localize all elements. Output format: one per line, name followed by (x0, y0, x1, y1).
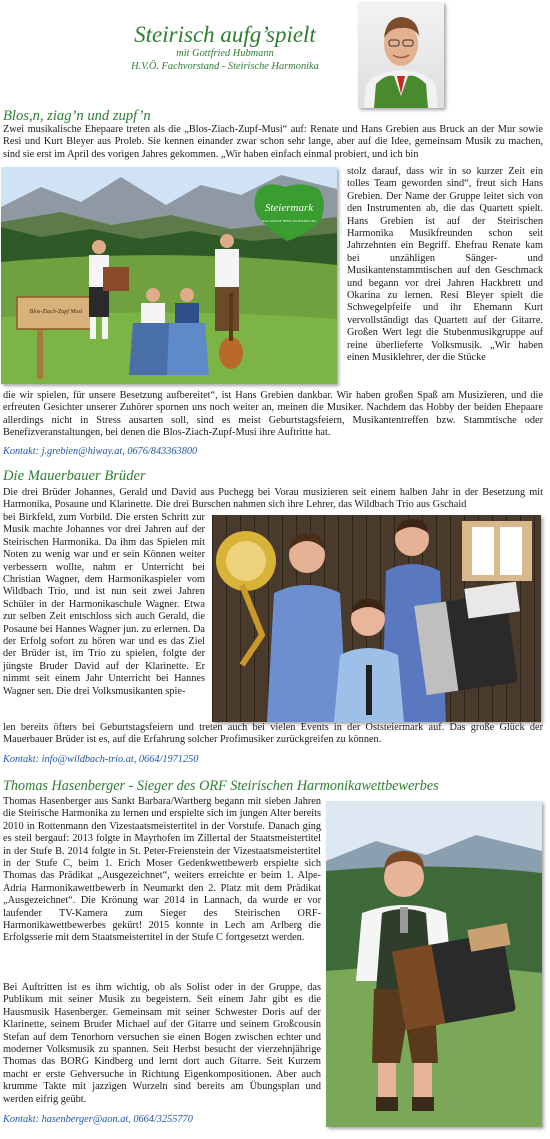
group-photo-blos-ziach-zupf-musi (1, 167, 337, 384)
section1-side-text: stolz darauf, dass wir in so kurzer Zeit ein tolles Team geworden sind“, freut sich Hans Grebien. Der Name der Gruppe leitet sich von den Instrumenten ab, die das Quartett spielt. Hans Grebien ist auf der Steirischen Harmonika Musikfreunden schon seit Jahrzehnten ein Begriff. Ehefrau Renate kam bei unzähligen Sänger- und Musikantenstammtischen auf den Geschmack und begann vor drei Jahren Hackbrett und Okarina zu lernen. Resi Bleyer spielt die Schwegelpfeife und ihr Ehemann Kurt vervollständigt das Quartett auf der Gitarre. Großen Wert legt die Stubenmusikgruppe auf reine überlieferte Volksmusik. „Wir haben einen Musiklehrer, der die Stücke (347, 166, 543, 364)
section-heading-mauerbauer: Die Mauerbauer Brüder (3, 468, 146, 484)
section2-body-text: len bereits öfters bei Geburtstagsfeiern und treten auch bei vielen Events in der Oststeiermark auf. Das große Glück der Mauerbauer Brüder ist es, auf die Erfahrung solcher Profimusiker zurückgreifen zu können. (3, 722, 543, 746)
section-heading-blosn: Blos,n, ziag’n und zupf’n (3, 108, 151, 124)
section2-side-text: bei Birkfeld, zum Vorbild. Die ersten Schritt zur Musik machte Johannes vor drei Jahren auf der Steirischen Harmonika. Da ihm das Spielen mit Noten zu wenig war und er sein Können weiter verbessern wollte, nahm er Unterricht bei Christian Wagner, dem Harmonikaspieler vom Wildbach Trio, und ist nun seit zwei Jahren Schüler in der Harmonikaschule Wagner. Etwa zur selben Zeit entschloss sich auch Gerald, die Posaune bei Hannes Wagner jun. zu erlernen. Da der Erfolg sofort zu hören war und es das Ziel der Brüder ist, im Trio zu spielen, folgte der jüngste Bruder David auf der Klarinette. Er nimmt seit einem Jahr Unterricht bei Hannes Wagner sen. Die drei Volksmusikanten spie- (3, 512, 205, 697)
group-photo-mauerbauer-brueder (212, 515, 541, 722)
section3-contact: Kontakt: hasenberger@aon.at, 0664/3255770 (3, 1114, 193, 1125)
badge-text: Steiermark (264, 202, 314, 214)
section2-intro-text: Die drei Brüder Johannes, Gerald und David aus Puchegg bei Vorau musizieren seit einem halben Jahr in der Besetzung mit Harmonika, Posaune und Klarinette. Die drei Burschen nahmen sich ihre Lehrer, das Wildbach Trio aus Gschaid (3, 487, 543, 511)
author-portrait (358, 2, 444, 108)
page-subtitle: mit Gottfried Hubmann (176, 48, 274, 59)
section1-body-text: die wir spielen, für unsere Besetzung aufbereitet“, ist Hans Grebien dankbar. Wir haben großen Spaß am Musizieren, und die erfreuten Gesichter unserer Zuhörer spornen uns noch weiter an, meinen die Musiker. Nachdem das Hobby der beiden Ehepaare allerdings nicht in Stress ausarten soll, sind es meist Geburtstagsfeiern, Musikantentreffen bzw. Stammtische oder Benefizveranstaltungen, bei denen die Blos-Ziach-Zupf-Musi ihre Auftritte hat. (3, 390, 543, 439)
section-heading-hasenberger: Thomas Hasenberger - Sieger des ORF Steirischen Harmonikawettbewerbes (3, 778, 439, 794)
page-title: Steirisch aufg’spielt (134, 22, 316, 47)
portrait-thomas-hasenberger (326, 801, 542, 1127)
section1-contact: Kontakt: j.grebien@hiway.at, 0676/843363800 (3, 446, 198, 457)
group-sign-text: Blos-Ziach-Zupf Musi (29, 309, 83, 315)
author-role: H.V.Ö. Fachvorstand - Steirische Harmonika (131, 61, 319, 72)
section3-text-p2: Bei Auftritten ist es ihm wichtig, ob als Solist oder in der Gruppe, das Publikum mit seiner Musik zu begeistern. Seit einem Jahr gibt es die Hausmusik Hasenberger. Gemeinsam mit seiner Schwester Doris auf der Klarinette, seinem Bruder Michael auf der Gitarre und seinem Großcousin Stefan auf dem Tenorhorn versuchen sie einen Bogen zwischen echter und moderner Volksmusik zu spannen. Seit Herbst besucht der vierzehnjährige Thomas das BORG Kindberg und lernt dort auch Gitarre. Seit Kurzem macht er erste Gehversuche in Richtung Eigenkompositionen. Aber auch krumme Takte mit jazzigen Wurzeln sind bereits am Übungsplan und werden eifrig geübt. (3, 982, 321, 1105)
section2-contact: Kontakt: info@wildbach-trio.at, 0664/1971250 (3, 754, 199, 765)
section1-intro-text: Zwei musikalische Ehepaare treten als die „Blos-Ziach-Zupf-Musi“ auf: Renate und Hans Grebien aus Bruck an der Mur sowie Resi und Kurt Bleyer aus Proleb. Sie kennen einander zwar schon sehr lange, aber auf die Idee, gemeinsam Musik zu machen, sind sie erst im April des vorigen Jahres gekommen. „Wir haben einfach einmal probiert, und ich bin (3, 124, 543, 160)
badge-subtext: DAS GRÜNE HERZ ÖSTERREICHS (261, 219, 317, 223)
section3-text-p1: Thomas Hasenberger aus Sankt Barbara/Wartberg begann mit sieben Jahren die Steirische Harmonika zu lernen und erspielte sich im jungen Alter bereits 2010 in Rottenmann den Vizestaatsmeistertitel in der Vorstufe. Danach ging es steil bergauf: 2013 folgte in Mayrhofen im Zillertal der Staatsmeistertitel in der Stufe B. 2014 folgte in St. Peter-Freienstein der Vizestaatsmeistertitel in der Stufe C, beim 1. Erich Moser Gedenkwettbewerb erspielte sich Thomas das Prädikat „Ausgezeichnet“, weiters erreichte er beim 1. Alpe-Adria Harmonikawettbewerb in Neumarkt den 2. Platz mit dem Prädikat „Ausgezeichnet“. Die Krönung war 2014 in Lannach, da wurde er vor laufender TV-Kamera zum Sieger des Steirischen ORF-Harmonikawettbewerbes gekürt! 2015 konnte in Lech am Arlberg die Erfolgsserie mit dem Staatsmeistertitel in der Stufe C fortgesetzt werden. (3, 796, 321, 944)
